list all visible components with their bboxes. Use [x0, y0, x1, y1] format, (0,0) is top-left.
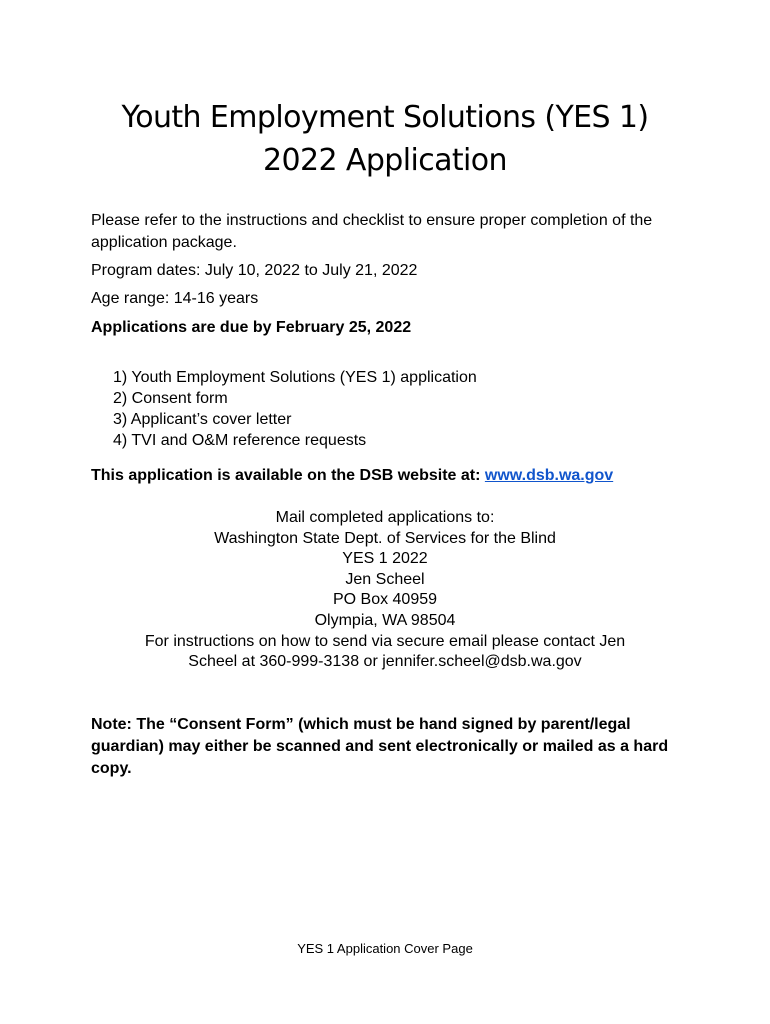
list-item: 2) Consent form	[113, 390, 228, 407]
document-title-line1: Youth Employment Solutions (YES 1)	[121, 100, 649, 135]
age-range: Age range: 14-16 years	[91, 290, 259, 307]
list-item: 1) Youth Employment Solutions (YES 1) application	[113, 369, 477, 386]
mail-line: YES 1 2022	[342, 550, 428, 568]
list-item: 4) TVI and O&M reference requests	[113, 432, 367, 449]
consent-note: Note: The “Consent Form” (which must be hand signed by parent/legal guardian) may either be scanned and sent electronically or mailed as a hard copy.	[91, 716, 669, 777]
mail-heading: Mail completed applications to:	[275, 509, 495, 526]
email-instructions-line2: Scheel at 360-999-3138 or jennifer.scheel@dsb.wa.gov	[188, 653, 582, 671]
mail-line: Washington State Dept. of Services for the Blind	[214, 529, 556, 547]
website-link[interactable]: www.dsb.wa.gov	[484, 467, 614, 484]
website-label: This application is available on the DSB website at:	[91, 467, 485, 484]
mail-line: PO Box 40959	[332, 591, 438, 609]
mail-line: Jen Scheel	[345, 570, 425, 588]
application-checklist	[113, 367, 477, 451]
mail-line: Olympia, WA 98504	[314, 611, 456, 629]
due-date: Applications are due by February 25, 2022	[91, 319, 412, 336]
mailing-address-block	[0, 508, 770, 673]
intro-paragraph: Please refer to the instructions and checklist to ensure proper completion of the application package.	[91, 212, 653, 251]
email-instructions-line1: For instructions on how to send via secure email please contact Jen	[144, 632, 626, 650]
page-footer: YES 1 Application Cover Page	[297, 941, 473, 956]
program-dates: Program dates: July 10, 2022 to July 21, 2022	[91, 262, 418, 279]
list-item: 3) Applicant’s cover letter	[113, 411, 292, 428]
website-notice	[91, 465, 613, 487]
document-title-line2: 2022 Application	[263, 143, 507, 178]
